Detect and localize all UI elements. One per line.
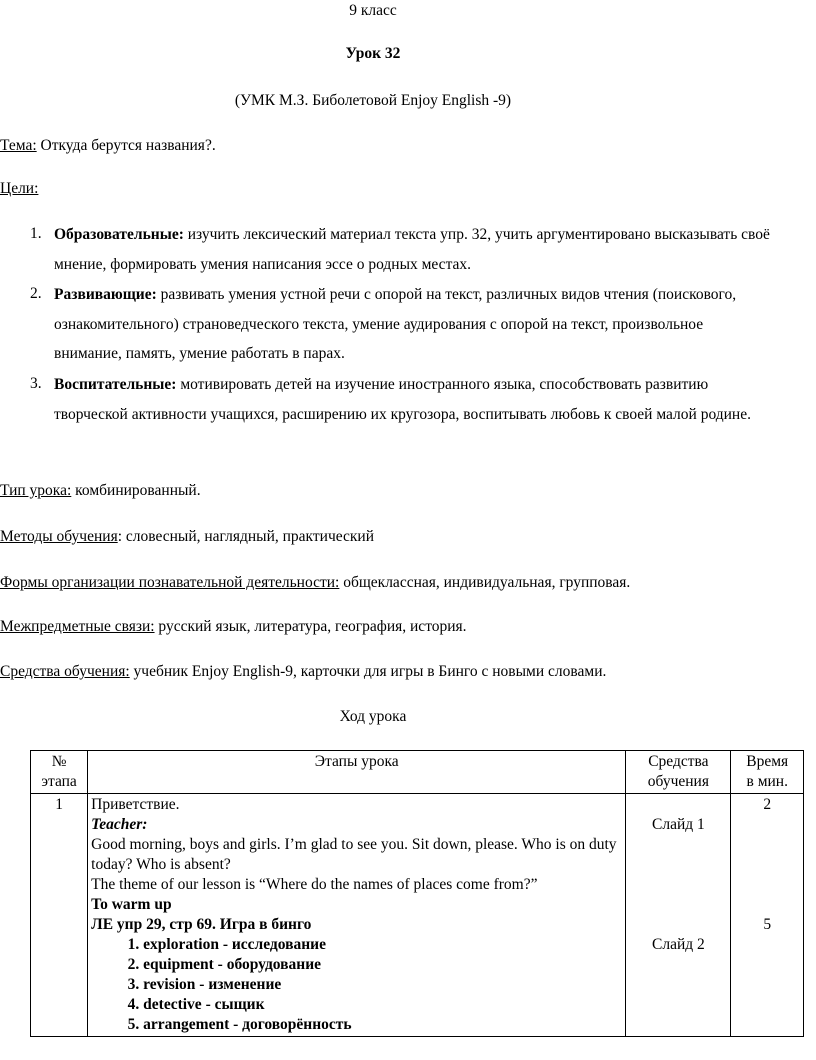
lesson-title: Урок 32	[345, 45, 401, 62]
row-time	[731, 794, 804, 1037]
goal-title: Воспитательные:	[54, 376, 177, 393]
grade-label: 9 класс	[349, 2, 397, 19]
goal-text: мотивировать детей на изучение иностранного языка, способствовать развитию творческой активности учащихся, расширению их кругозора, воспитывать любовь к своей малой родине.	[54, 376, 751, 423]
slide-label: Слайд 1	[652, 816, 705, 833]
info-value: общеклассная, индивидуальная, групповая.	[339, 574, 631, 591]
list-item: 1. exploration - исследование	[143, 935, 622, 955]
row-means	[626, 794, 731, 1037]
header-text: в мин.	[746, 773, 788, 790]
info-value: : словесный, наглядный, практический	[117, 528, 375, 545]
exercise-label: ЛЕ упр 29, стр 69. Игра в бинго	[91, 916, 312, 933]
goals-label: Цели:	[0, 180, 39, 197]
goal-item	[54, 280, 774, 369]
header-text: №	[51, 753, 67, 770]
goal-number: 1.	[30, 225, 42, 242]
goal-title: Развивающие:	[54, 286, 157, 303]
goal-number: 2.	[30, 285, 42, 302]
header-text: этапа	[41, 773, 77, 790]
goal-text: изучить лексический материал текста упр. 32, учить аргументировано высказывать своё мнение, формировать умения написания эссе о родных местах.	[54, 226, 770, 273]
info-label: Средства обучения:	[0, 663, 130, 680]
topic-line	[0, 137, 216, 155]
info-label: Методы обучения	[0, 528, 118, 545]
lesson-table	[30, 750, 804, 1037]
bingo-words	[91, 935, 622, 1035]
topic-value: Откуда берутся названия?.	[36, 137, 216, 154]
lesson-type-line	[0, 482, 201, 500]
list-item: 4. detective - сыщик	[143, 995, 622, 1015]
header-text: Средства	[648, 753, 709, 770]
teacher-label: Teacher:	[91, 816, 148, 833]
topic-label: Тема:	[0, 137, 37, 154]
goal-number: 3.	[30, 375, 42, 392]
header-means	[626, 751, 731, 794]
goal-title: Образовательные:	[54, 226, 184, 243]
info-label: Тип урока:	[0, 482, 72, 499]
table-header-row	[31, 751, 804, 794]
info-label: Межпредметные связи:	[0, 618, 155, 635]
warmup-label: To warm up	[91, 896, 172, 913]
list-item: 5. arrangement - договорённость	[143, 1015, 622, 1035]
links-line	[0, 618, 467, 636]
teacher-line: Good morning, boys and girls. I’m glad to see you. Sit down, please. Who is on duty today? Who is absent?	[91, 836, 617, 873]
list-item: 2. equipment - оборудование	[143, 955, 622, 975]
time-value: 2	[763, 796, 772, 813]
progress-title: Ход урока	[339, 708, 407, 725]
forms-line	[0, 574, 630, 592]
methods-line	[0, 528, 374, 546]
info-value: русский язык, литература, география, история.	[154, 618, 467, 635]
goal-item	[54, 370, 774, 429]
row-stages	[88, 794, 626, 1037]
goal-item	[54, 220, 774, 279]
means-line	[0, 663, 606, 681]
header-stages	[88, 751, 626, 794]
list-item: 3. revision - изменение	[143, 975, 622, 995]
info-value: комбинированный.	[71, 482, 201, 499]
greeting: Приветствие.	[91, 796, 180, 813]
info-value: учебник Enjoy English-9, карточки для игры в Бинго с новыми словами.	[129, 663, 607, 680]
header-text: Этапы урока	[314, 753, 399, 770]
umk-line: (УМК М.З. Биболетовой Enjoy English -9)	[234, 92, 512, 109]
time-value: 5	[763, 916, 772, 933]
table-row	[31, 794, 804, 1037]
goal-text: развивать умения устной речи с опорой на текст, различных видов чтения (поискового, ознакомительного) страноведческого текста, умение аудирования с опорой на текст, произвольное внимание, память, умение работать в парах.	[54, 286, 737, 362]
row-num: 1	[31, 794, 88, 1037]
info-label: Формы организации познавательной деятельности:	[0, 574, 340, 591]
header-num	[31, 751, 88, 794]
teacher-line: The theme of our lesson is “Where do the names of places come from?”	[91, 876, 538, 893]
header-time	[731, 751, 804, 794]
header-text: обучения	[647, 773, 709, 790]
slide-label: Слайд 2	[652, 936, 705, 953]
header-text: Время	[746, 753, 789, 770]
